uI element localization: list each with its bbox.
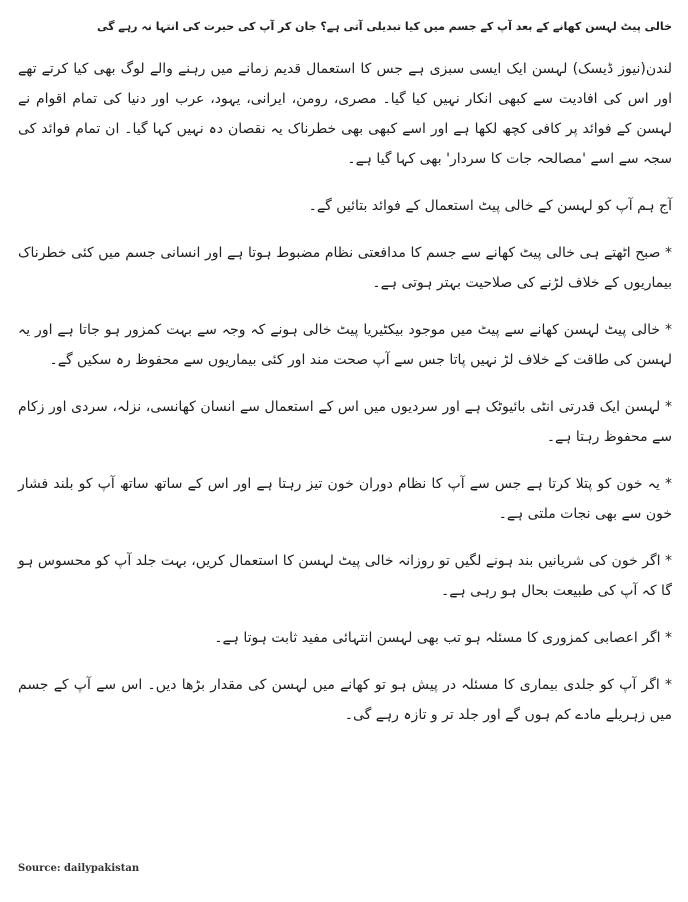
benefit-point-nerves: * اگر اعصابی کمزوری کا مسئلہ ہو تب بھی لہسن انتہائی مفید ثابت ہوتا ہے۔: [214, 630, 672, 646]
intro-paragraph: لندن(نیوز ڈیسک) لہسن ایک ایسی سبزی ہے جس کا استعمال قدیم زمانے میں رہنے والے لوگ بھی کیا کرتے تھے اور اس کی افادیت سے کبھی انکار نہیں کیا گیا۔ مصری، رومن، ایرانی، یہود، عرب اور دنیا کی تمام اقوام نے لہسن کے فوائد پر کافی کچھ لکھا ہے اور اسے کبھی بھی خطرناک یہ نقصان دہ نہیں کہا گیا۔ ان تمام فوائد کی سجہ سے اسے 'مصالحہ جات کا سردار' بھی کہا گیا ہے۔: [18, 61, 672, 167]
benefit-point-antibiotic: * لہسن ایک قدرتی انٹی بائیوٹک ہے اور سردیوں میں اس کے استعمال سے انسان کھانسی، نزلہ، سردی اور زکام سے محفوظ رہتا ہے۔: [18, 399, 672, 445]
benefit-point-skin: * اگر آپ کو جلدی بیماری کا مسئلہ در پیش ہو تو کھانے میں لہسن کی مقدار بڑھا دیں۔ اس سے آپ کے جسم میں زہریلے مادے کم ہوں گے اور جلد تر و تازہ رہے گی۔: [18, 677, 672, 723]
benefit-point-bacteria: * خالی پیٹ لہسن کھانے سے پیٹ میں موجود بیکٹیریا پیٹ خالی ہونے کہ وجہ سے بہت کمزور ہو جاتا ہے اور یہ لہسن کی طاقت کے خلاف لڑ نہیں پاتا جس سے آپ صحت مند اور کئی بیماریوں سے محفوظ رہ سکیں گے۔: [18, 322, 672, 368]
benefit-point-arteries: * اگر خون کی شریانیں بند ہونے لگیں تو روزانہ خالی پیٹ لہسن کا استعمال کریں، بہت جلد آپ کو محسوس ہو گا کہ آپ کی طبیعت بحال ہو رہی ہے۔: [18, 553, 672, 599]
article-title: خالی پیٹ لہسن کھانے کے بعد آپ کے جسم میں کیا تبدیلی آتی ہے؟ جان کر آپ کی حیرت کی انتہا نہ رہے گی: [96, 20, 672, 33]
source-credit: Source: dailypakistan: [18, 863, 140, 874]
benefit-point-immunity: * صبح اٹھتے ہی خالی پیٹ کھانے سے جسم کا مدافعتی نظام مضبوط ہوتا ہے اور انسانی جسم میں کئی خطرناک بیماریوں کے خلاف لڑنے کی صلاحیت بہتر ہوتی ہے۔: [18, 245, 672, 291]
benefit-point-blood-thinning: * یہ خون کو پتلا کرتا ہے جس سے آپ کا نظام دوران خون تیز رہتا ہے اور اس کے ساتھ ساتھ آپ کو بلند فشار خون سے بھی نجات ملتی ہے۔: [18, 476, 672, 522]
lead-paragraph: آج ہم آپ کو لہسن کے خالی پیٹ استعمال کے فوائد بتائیں گے۔: [308, 198, 672, 214]
